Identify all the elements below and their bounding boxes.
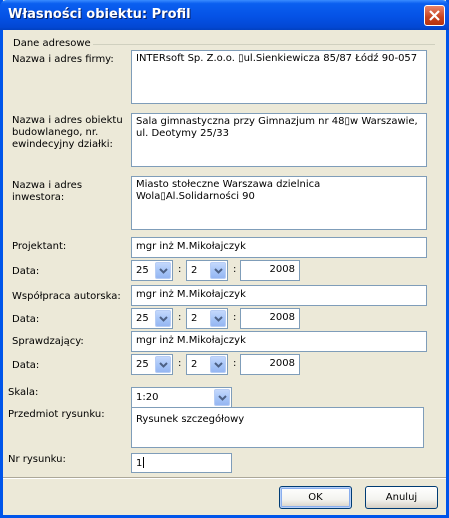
close-icon <box>429 10 440 21</box>
designer-field[interactable]: mgr inż M.Mikołajczyk <box>131 237 427 258</box>
chevron-down-icon[interactable] <box>210 262 226 279</box>
text-caret <box>143 457 144 468</box>
checker-field[interactable]: mgr inż M.Mikołajczyk <box>131 331 427 352</box>
date-separator: : <box>233 264 237 275</box>
coauthor-year-field[interactable]: 2008 <box>240 308 300 329</box>
coauthor-field[interactable]: mgr inż M.Mikołajczyk <box>131 285 427 306</box>
dialog-body <box>3 30 446 515</box>
chevron-down-icon[interactable] <box>210 356 226 373</box>
coauthor-date-label: Data: <box>12 314 40 325</box>
coauthor-day-select[interactable] <box>131 308 173 329</box>
close-button[interactable] <box>424 5 445 26</box>
investor-field[interactable]: Miasto stołeczne Warszawa dzielnica Wola▯Al.Solidarności 90 <box>131 176 427 230</box>
date-separator: : <box>178 312 182 323</box>
chevron-down-icon[interactable] <box>155 310 171 327</box>
scale-label: Skala: <box>8 387 39 398</box>
designer-label: Projektant: <box>12 241 67 252</box>
designer-month-value: 2 <box>191 265 198 276</box>
checker-label: Sprawdzający: <box>12 336 84 347</box>
title-bar[interactable] <box>0 0 449 30</box>
object-label: Nazwa i adres obiektu budowlanego, nr. ewindecyjny działki: <box>12 115 123 150</box>
date-separator: : <box>233 312 237 323</box>
coauthor-month-select[interactable] <box>186 308 228 329</box>
coauthor-day-value: 25 <box>136 313 149 324</box>
date-separator: : <box>178 358 182 369</box>
checker-month-select[interactable] <box>186 354 228 375</box>
ok-button[interactable]: OK <box>279 486 352 509</box>
number-label: Nr rysunku: <box>8 454 66 465</box>
coauthor-month-value: 2 <box>191 313 198 324</box>
checker-date-label: Data: <box>12 360 40 371</box>
window-title: Własności obiektu: Profil <box>8 7 191 22</box>
checker-day-select[interactable] <box>131 354 173 375</box>
designer-day-select[interactable] <box>131 260 173 281</box>
subject-field[interactable]: Rysunek szczegółowy <box>131 407 424 448</box>
date-separator: : <box>233 358 237 369</box>
checker-year-field[interactable]: 2008 <box>240 354 300 375</box>
group-divider <box>79 44 435 45</box>
group-label: Dane adresowe <box>13 38 91 49</box>
coauthor-label: Współpraca autorska: <box>12 291 121 302</box>
scale-select[interactable] <box>131 387 232 408</box>
designer-year-field[interactable]: 2008 <box>240 260 300 281</box>
checker-day-value: 25 <box>136 359 149 370</box>
chevron-down-icon[interactable] <box>214 389 230 406</box>
scale-value: 1:20 <box>136 392 159 403</box>
firm-label: Nazwa i adres firmy: <box>12 54 114 65</box>
designer-month-select[interactable] <box>186 260 228 281</box>
chevron-down-icon[interactable] <box>155 356 171 373</box>
subject-label: Przedmiot rysunku: <box>8 409 105 420</box>
number-field[interactable] <box>131 453 232 473</box>
footer-divider <box>3 477 446 479</box>
checker-month-value: 2 <box>191 359 198 370</box>
number-value: 1 <box>136 458 143 469</box>
chevron-down-icon[interactable] <box>155 262 171 279</box>
designer-date-label: Data: <box>12 266 40 277</box>
chevron-down-icon[interactable] <box>210 310 226 327</box>
cancel-button[interactable]: Anuluj <box>365 486 438 509</box>
object-field[interactable]: Sala gimnastyczna przy Gimnazjum nr 48▯w Warszawie, ul. Deotymy 25/33 <box>131 113 427 167</box>
investor-label: Nazwa i adres inwestora: <box>12 180 83 203</box>
designer-day-value: 25 <box>136 265 149 276</box>
date-separator: : <box>178 264 182 275</box>
firm-field[interactable]: INTERsoft Sp. Z.o.o. ▯ul.Sienkiewicza 85/87 Łódź 90-057 <box>131 50 427 104</box>
